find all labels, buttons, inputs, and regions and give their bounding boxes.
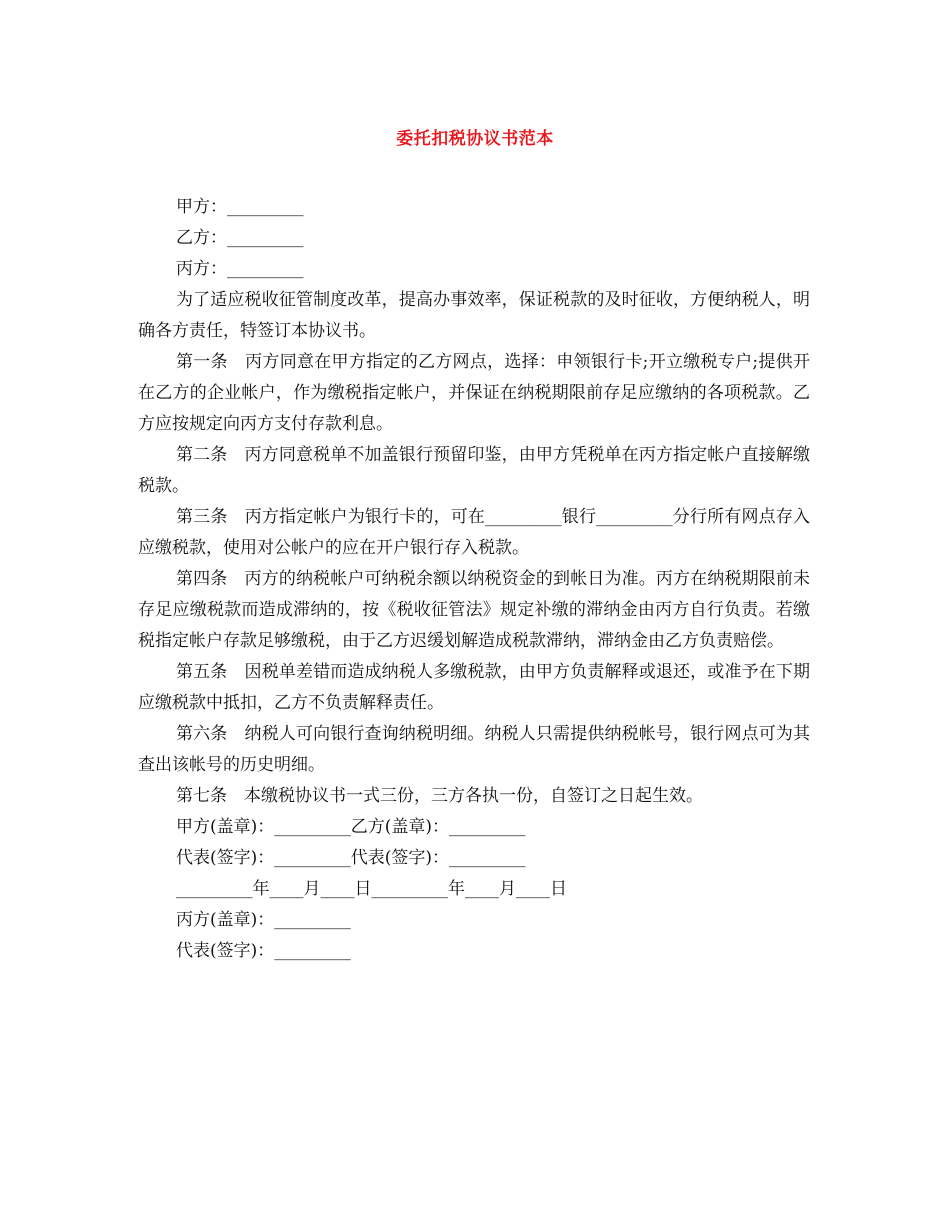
article-4-paragraph: 第四条 丙方的纳税帐户可纳税余额以纳税资金的到帐日为准。丙方在纳税期限前未存足应缴税款而造成滞纳的，按《税收征管法》规定补缴的滞纳金由丙方自行负责。若缴税指定帐户存款足够缴税，由于乙方迟缓划解造成税款滞纳，滞纳金由乙方负责赔偿。 (138, 569, 810, 651)
party-c-line: 丙方：_________ (176, 259, 304, 279)
preamble-paragraph: 为了适应税收征管制度改革，提高办事效率，保证税款的及时征收，方便纳税人，明确各方责任，特签订本协议书。 (138, 290, 810, 341)
document-title: 委托扣税协议书范本 (396, 129, 554, 149)
signature-line-seals-a-b: 甲方(盖章)：_________乙方(盖章)：_________ (176, 817, 526, 837)
signature-line-seal-c: 丙方(盖章)：_________ (176, 910, 351, 930)
article-7-paragraph: 第七条 本缴税协议书一式三份，三方各执一份，自签订之日起生效。 (176, 786, 703, 806)
signature-line-reps-a-b: 代表(签字)：_________代表(签字)：_________ (176, 848, 526, 868)
signature-line-dates: _________年____月____日_________年____月____日 (176, 879, 567, 899)
article-1-paragraph: 第一条 丙方同意在甲方指定的乙方网点，选择：申领银行卡;开立缴税专户;提供开在乙方的企业帐户，作为缴税指定帐户，并保证在纳税期限前存足应缴纳的各项税款。乙方应按规定向丙方支付存款利息。 (138, 352, 810, 434)
article-2-paragraph: 第二条 丙方同意税单不加盖银行预留印鉴，由甲方凭税单在丙方指定帐户直接解缴税款。 (138, 445, 810, 496)
party-b-line: 乙方：_________ (176, 228, 304, 248)
document-body (138, 192, 810, 967)
article-6-paragraph: 第六条 纳税人可向银行查询纳税明细。纳税人只需提供纳税帐号，银行网点可为其查出该帐号的历史明细。 (138, 724, 810, 775)
party-a-line: 甲方：_________ (176, 197, 304, 217)
article-3-paragraph: 第三条 丙方指定帐户为银行卡的，可在_________银行_________分行所有网点存入应缴税款，使用对公帐户的应在开户银行存入税款。 (138, 507, 810, 558)
article-5-paragraph: 第五条 因税单差错而造成纳税人多缴税款，由甲方负责解释或退还，或准予在下期应缴税款中抵扣，乙方不负责解释责任。 (138, 662, 810, 713)
signature-line-rep-c: 代表(签字)：_________ (176, 941, 351, 961)
